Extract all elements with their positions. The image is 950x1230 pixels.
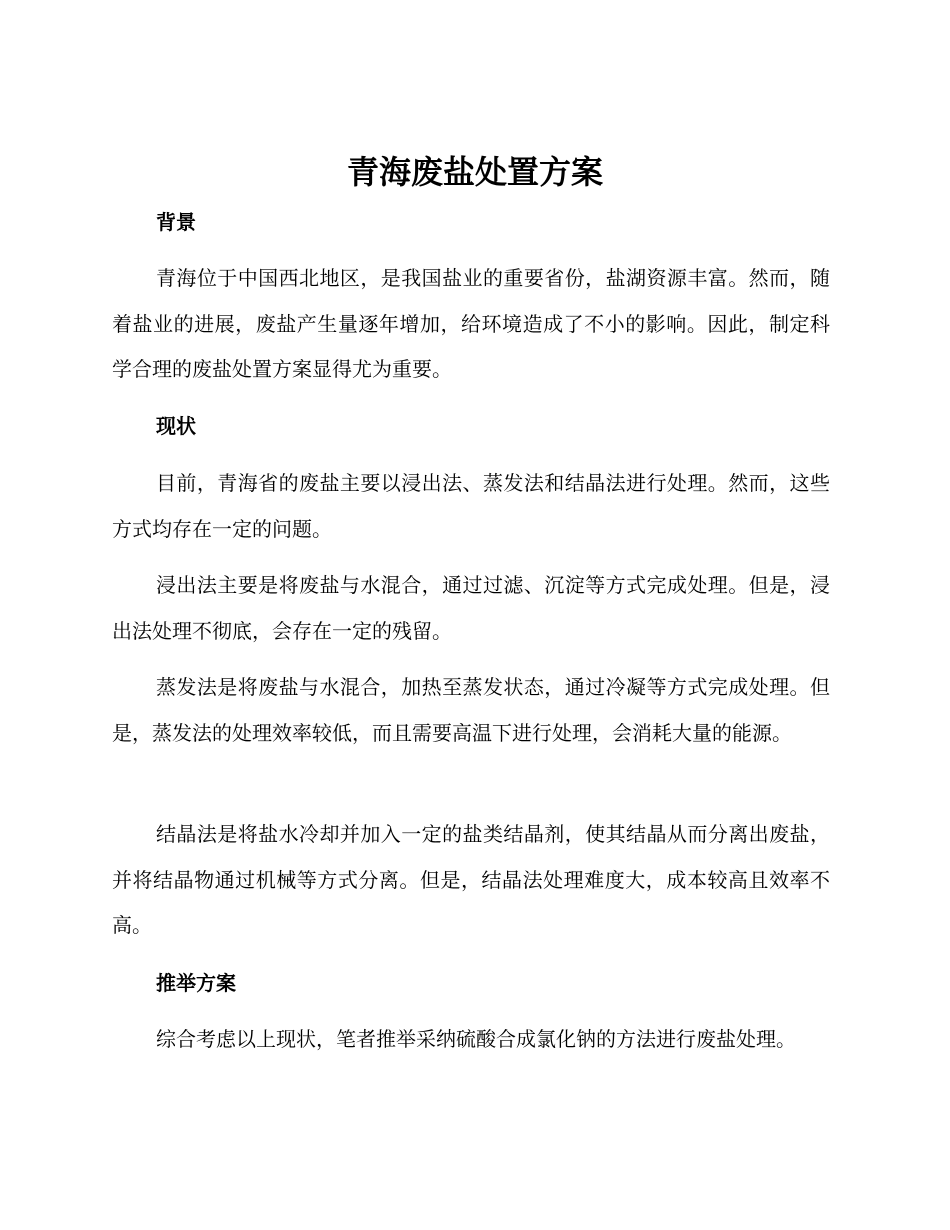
paragraph-status-overview: 目前，青海省的废盐主要以浸出法、蒸发法和结晶法进行处理。然而，这些方式均存在一定的问题。	[112, 471, 830, 541]
paragraph-recommendation: 综合考虑以上现状，笔者推举采纳硫酸合成氯化钠的方法进行废盐处理。	[156, 1027, 796, 1051]
paragraph-leaching-method: 浸出法主要是将废盐与水混合，通过过滤、沉淀等方式完成处理。但是，浸出法处理不彻底，会存在一定的残留。	[112, 573, 830, 643]
paragraph-evaporation-method: 蒸发法是将废盐与水混合，加热至蒸发状态，通过冷凝等方式完成处理。但是，蒸发法的处理效率较低，而且需要高温下进行处理，会消耗大量的能源。	[112, 675, 830, 745]
paragraph-crystallization-method: 结晶法是将盐水冷却并加入一定的盐类结晶剂，使其结晶从而分离出废盐，并将结晶物通过机械等方式分离。但是，结晶法处理难度大，成本较高且效率不高。	[112, 822, 830, 937]
paragraph-background: 青海位于中国西北地区，是我国盐业的重要省份，盐湖资源丰富。然而，随着盐业的进展，废盐产生量逐年增加，给环境造成了不小的影响。因此，制定科学合理的废盐处置方案显得尤为重要。	[112, 266, 830, 381]
section-heading-status: 现状	[156, 414, 196, 438]
section-heading-background: 背景	[156, 210, 196, 234]
page-title: 青海废盐处置方案	[346, 153, 603, 191]
section-heading-recommendation: 推举方案	[156, 971, 236, 995]
